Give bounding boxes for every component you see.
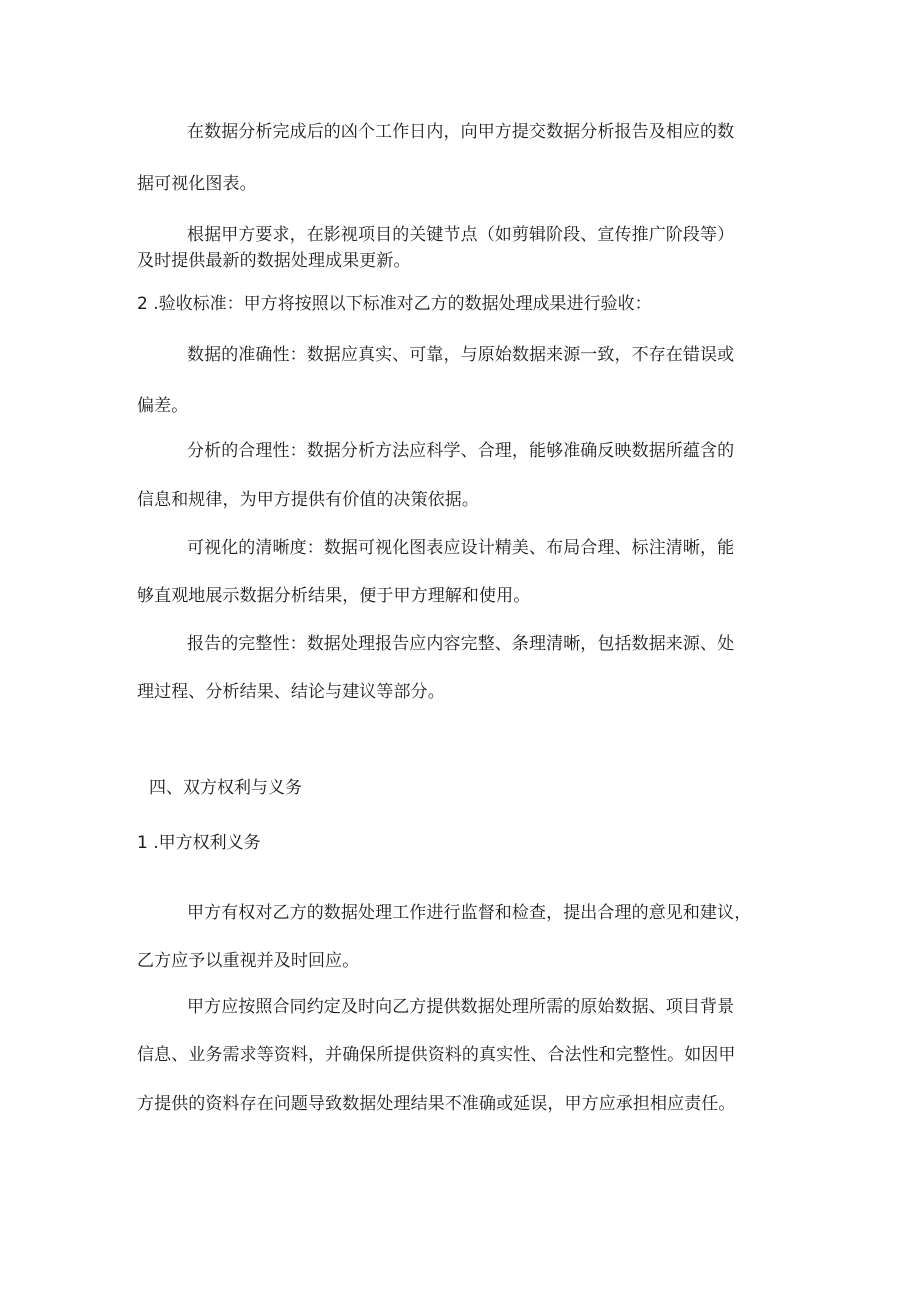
delivery-paragraph-1-line-2: 据可视化图表。	[137, 174, 257, 194]
accuracy-criterion-line-2: 偏差。	[137, 396, 189, 416]
rationality-criterion-line-1: 分析的合理性：数据分析方法应科学、合理，能够准确反映数据所蕴含的	[187, 441, 735, 461]
acceptance-criteria-heading: 2 .验收标准：甲方将按照以下标准对乙方的数据处理成果进行验收：	[137, 294, 652, 314]
party-a-paragraph-2-line-1: 甲方应按照合同约定及时向乙方提供数据处理所需的原始数据、项目背景	[187, 997, 735, 1017]
party-a-paragraph-1-line-2: 乙方应予以重视并及时回应。	[137, 951, 360, 971]
section-4-title: 四、双方权利与义务	[149, 778, 302, 798]
rationality-criterion-line-2: 信息和规律，为甲方提供有价值的决策依据。	[137, 490, 479, 510]
delivery-paragraph-2-line-1: 根据甲方要求，在影视项目的关键节点（如剪辑阶段、宣传推广阶段等）	[187, 225, 735, 245]
delivery-paragraph-1-line-1: 在数据分析完成后的凶个工作日内，向甲方提交数据分析报告及相应的数	[187, 122, 735, 142]
clarity-criterion-line-1: 可视化的清晰度：数据可视化图表应设计精美、布局合理、标注清晰，能	[187, 538, 735, 558]
accuracy-criterion-line-1: 数据的准确性：数据应真实、可靠，与原始数据来源一致，不存在错误或	[187, 345, 735, 365]
party-a-rights-heading: 1 .甲方权利义务	[137, 833, 261, 853]
party-a-paragraph-1-line-1: 甲方有权对乙方的数据处理工作进行监督和检查，提出合理的意见和建议，	[187, 903, 752, 923]
completeness-criterion-line-2: 理过程、分析结果、结论与建议等部分。	[137, 682, 445, 702]
delivery-paragraph-2-line-2: 及时提供最新的数据处理成果更新。	[137, 251, 411, 271]
clarity-criterion-line-2: 够直观地展示数据分析结果，便于甲方理解和使用。	[137, 586, 531, 606]
party-a-paragraph-2-line-3: 方提供的资料存在问题导致数据处理结果不准确或延误，甲方应承担相应责任。	[137, 1094, 736, 1114]
completeness-criterion-line-1: 报告的完整性：数据处理报告应内容完整、条理清晰，包括数据来源、处	[187, 634, 735, 654]
party-a-paragraph-2-line-2: 信息、业务需求等资料，并确保所提供资料的真实性、合法性和完整性。如因甲	[137, 1045, 736, 1065]
